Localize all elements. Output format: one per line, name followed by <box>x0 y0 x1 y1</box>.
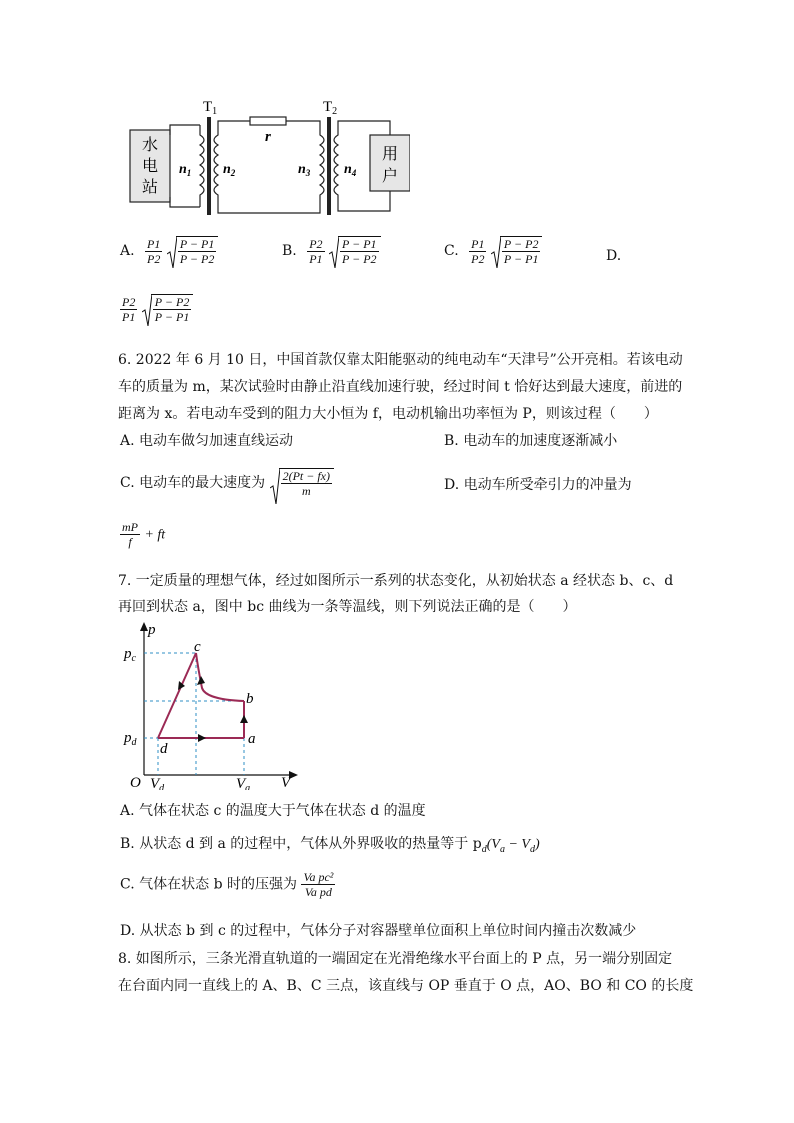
label-c: c <box>194 639 201 655</box>
station-char-2: 电 <box>141 158 159 175</box>
q7-option-c[interactable]: C. 气体在状态 b 时的压强为 $\frac{\text{Va pc²}}{\text{Va pd}}$ <box>120 870 334 899</box>
coil-n2 <box>214 125 218 207</box>
user-char-2: 户 <box>381 168 399 185</box>
transformer-diagram <box>120 95 410 225</box>
label-t1: $T_1$ <box>203 99 218 117</box>
core-t2 <box>327 117 331 215</box>
label-origin: O <box>130 775 141 790</box>
q7-option-b[interactable]: B. 从状态 d 到 a 的过程中，气体从外界吸收的热量等于 $p_d(V_a - V_d)$ <box>120 836 540 855</box>
coil-n1 <box>200 125 204 207</box>
cycle-path <box>158 653 244 738</box>
label-r: r <box>265 129 271 145</box>
q6-option-c[interactable]: C. 电动车的最大速度为 $\frac{2(Pt - fx)}{m}$ <box>120 468 334 498</box>
q6-option-b[interactable]: B. 电动车的加速度逐渐减小 <box>444 433 618 449</box>
label-v-axis: V <box>281 775 291 790</box>
label-n1: $n_1$ <box>179 162 192 178</box>
label-n4: $n_4$ <box>344 162 357 178</box>
arrow-d-to-a <box>198 734 206 742</box>
q7-line-2: 再回到状态 a，图中 bc 曲线为一条等温线，则下列说法正确的是（ ） <box>118 599 577 615</box>
q6-option-d-formula: $\frac{mP}{f}$ + ft <box>122 520 166 549</box>
q8-line-2: 在台面内同一直线上的 A、B、C 三点，该直线与 OP 垂直于 O 点，AO、BO 和 CO 的长度 <box>118 978 694 994</box>
label-b: b <box>246 691 254 707</box>
label-pc: $p_c$ <box>124 646 136 664</box>
q6-option-a[interactable]: A. 电动车做匀加速直线运动 <box>120 433 294 449</box>
q6-line-2: 车的质量为 m，某次试验时由静止沿直线加速行驶，经过时间 t 恰好达到最大速度，前进的 <box>118 379 683 395</box>
q7-line-1: 7. 一定质量的理想气体，经过如图所示一系列的状态变化，从初始状态 a 经状态 b、c、d <box>118 573 674 589</box>
label-d: d <box>160 741 168 757</box>
q7-option-d[interactable]: D. 从状态 b 到 c 的过程中，气体分子对容器壁单位面积上单位时间内撞击次数减少 <box>120 923 637 939</box>
label-p-axis: p <box>148 622 156 638</box>
arrow-a-to-b <box>240 715 248 723</box>
label-a: a <box>248 731 256 747</box>
q6-line-3: 距离为 x。若电动车受到的阻力大小恒为 f，电动机输出功率恒为 P，则该过程（ ） <box>118 406 658 422</box>
label-va: $V_a$ <box>236 776 251 790</box>
label-vd: $V_d$ <box>150 776 165 790</box>
user-char-1: 用 <box>381 146 399 163</box>
coil-n4 <box>334 125 338 207</box>
q7-option-a[interactable]: A. 气体在状态 c 的温度大于气体在状态 d 的温度 <box>120 803 426 819</box>
pv-graph <box>118 620 298 790</box>
core-t1 <box>207 117 211 215</box>
q5-option-b[interactable]: B. $\frac{P2}{P1}$ $\frac{P - P1}{P - P2}$ <box>282 236 381 266</box>
station-char-1: 水 <box>141 137 159 154</box>
label-t2: $T_2$ <box>323 99 338 117</box>
guide-lines <box>144 653 244 775</box>
q5-option-d: $\frac{P2}{P1}$ $\frac{P - P2}{P - P1}$ <box>120 294 193 324</box>
label-n2: $n_2$ <box>223 162 236 178</box>
q5-option-c[interactable]: C. $\frac{P1}{P2}$ $\frac{P - P2}{P - P1}$ <box>444 236 542 266</box>
q8-line-1: 8. 如图所示，三条光滑直轨道的一端固定在光滑绝缘水平台面上的 P 点，另一端分别固定 <box>118 951 673 967</box>
arrow-b-to-c <box>197 676 205 685</box>
station-char-3: 站 <box>141 179 159 196</box>
resistor-r <box>250 117 286 125</box>
q6-line-1: 6. 2022 年 6 月 10 日，中国首款仅靠太阳能驱动的纯电动车“天津号”公开亮相。若该电动 <box>118 352 683 368</box>
q5-option-a[interactable]: A. $\frac{P1}{P2}$ $\frac{P - P1}{P - P2}$ <box>120 236 218 266</box>
coil-n3 <box>320 125 324 207</box>
q6-option-d[interactable]: D. 电动车所受牵引力的冲量为 <box>444 477 632 493</box>
label-n3: $n_3$ <box>298 162 311 178</box>
label-pd: $p_d$ <box>124 730 137 748</box>
q5-option-d-label[interactable]: D. <box>606 248 622 264</box>
